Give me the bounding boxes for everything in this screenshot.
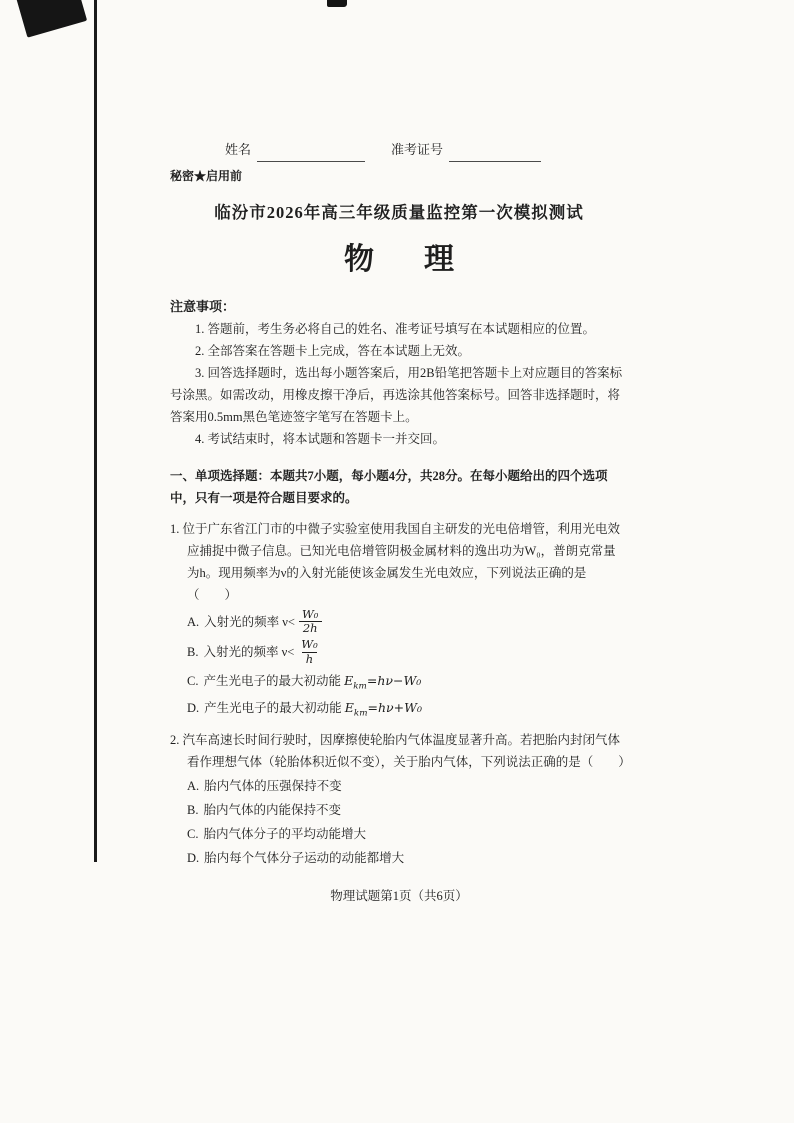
formula-symbol: E: [344, 672, 354, 688]
scan-artifact-top-mark: [327, 0, 347, 7]
question-1: [170, 519, 628, 721]
name-blank-underline: [257, 147, 365, 162]
question-1-option-c: [170, 670, 628, 695]
question-2-option-d: [170, 848, 628, 870]
question-1-option-a: [170, 606, 628, 638]
notice-item-3: 3. 回答选择题时，选出每小题答案后，用2B铅笔把答题卡上对应题目的答案标号涂黑。如需改动，用橡皮擦干净后，再选涂其他答案标号。回答非选择题时，将答案用0.5mm黑色笔迹签字笔写在答题卡上。: [170, 365, 623, 424]
question-2-option-a: [170, 776, 628, 798]
formula-rest: =hν+W₀: [367, 699, 422, 715]
exam-title: 临汾市2026年高三年级质量监控第一次模拟测试: [214, 203, 584, 222]
formula-rest: =hν−W₀: [366, 672, 422, 688]
option-text: 入射光的频率 ν<: [204, 614, 295, 629]
fraction-denominator: 2h: [299, 621, 322, 636]
option-text: 胎内气体分子的平均动能增大: [203, 826, 366, 841]
option-text: 入射光的频率 ν<: [203, 645, 295, 660]
formula-subscript: km: [353, 681, 367, 692]
section-one-heading: 一、单项选择题：本题共7小题，每小题4分，共28分。在每小题给出的四个选项中，只有一项是符合题目要求的。: [170, 469, 608, 506]
option-label: A.: [187, 614, 200, 629]
question-2-stem-text: 汽车高速长时间行驶时，因摩擦使轮胎内气体温度显著升高。若把胎内封闭气体看作理想气体（轮胎体积近似不变），关于胎内气体，下列说法正确的是（ ）: [182, 733, 631, 770]
option-text: 产生光电子的最大初动能: [203, 673, 345, 688]
exam-no-label: 准考证号: [391, 142, 444, 158]
page-footer: 物理试题第1页（共6页）: [330, 888, 468, 903]
formula: [344, 672, 422, 692]
option-label: C.: [187, 826, 199, 841]
formula: [344, 699, 422, 719]
exam-content: [170, 140, 631, 908]
question-2: [170, 730, 631, 869]
classification-label: 秘密★启用前: [170, 169, 243, 183]
fraction-numerator: W₀: [301, 637, 318, 652]
exam-no-blank-underline: [449, 147, 541, 162]
notice-item-4: 4. 考试结束时，将本试题和答题卡一并交回。: [195, 431, 446, 446]
notice-section: [170, 296, 628, 450]
option-label: D.: [187, 850, 200, 865]
option-text: 产生光电子的最大初动能: [204, 700, 345, 715]
question-2-stem: [170, 730, 631, 774]
option-label: A.: [187, 779, 200, 794]
option-text: 胎内气体的内能保持不变: [203, 803, 341, 818]
question-1-option-b: [170, 639, 628, 668]
notice-item-2: 2. 全部答案在答题卡上完成，答在本试题上无效。: [195, 344, 471, 358]
question-1-option-d: [170, 697, 628, 722]
question-2-option-c: [170, 824, 628, 846]
option-label: B.: [187, 803, 199, 818]
fraction-numerator: W₀: [301, 606, 319, 621]
fraction: [298, 608, 322, 637]
formula-subscript: km: [353, 708, 368, 719]
subject-title: 物 理: [344, 242, 464, 276]
question-1-number: 1.: [170, 522, 180, 537]
fraction: [297, 638, 321, 667]
option-label: D.: [187, 700, 200, 715]
name-label: 姓名: [225, 142, 252, 158]
option-text: 胎内每个气体分子运动的动能都增大: [204, 850, 405, 865]
scan-artifact-corner-blot: [15, 0, 87, 38]
fraction-denominator: h: [302, 652, 317, 667]
notice-heading: 注意事项：: [170, 299, 236, 315]
option-label: B.: [187, 645, 199, 660]
notice-item-1: 1. 答题前，考生务必将自己的姓名、准考证号填写在本试题相应的位置。: [195, 322, 596, 337]
candidate-fields: [170, 140, 628, 162]
question-2-number: 2.: [170, 733, 180, 748]
formula-symbol: E: [344, 699, 354, 715]
question-2-option-b: [170, 800, 628, 822]
question-1-stem: [170, 519, 628, 607]
question-1-stem-text: 位于广东省江门市的中微子实验室使用我国自主研发的光电倍增管，利用光电效应捕捉中微子信息。已知光电倍增管阴极金属材料的逸出功为W₀，普朗克常量为h。现用频率为ν的入射光能使该金属发生光电效应，下列说法正确的是（ ）: [182, 522, 621, 602]
option-text: 胎内气体的压强保持不变: [204, 779, 342, 794]
scan-artifact-vertical-line: [94, 0, 97, 862]
option-label: C.: [187, 673, 199, 688]
